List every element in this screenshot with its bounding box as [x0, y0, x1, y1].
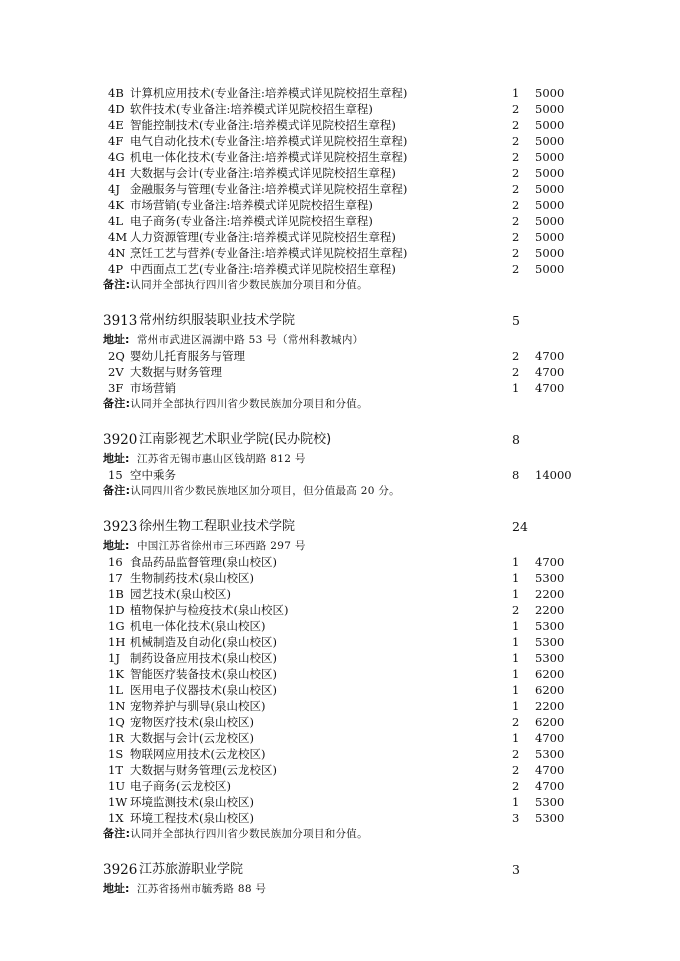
- program-count: 1: [512, 699, 520, 713]
- program-name: 婴幼儿托育服务与管理: [130, 349, 245, 363]
- program-code: 3F: [108, 381, 124, 395]
- program-count: 1: [512, 651, 520, 665]
- program-fee: 5300: [535, 571, 565, 585]
- program-fee: 2200: [535, 699, 565, 713]
- program-code: 15: [108, 468, 123, 482]
- program-name: 大数据与会计(专业备注:培养模式详见院校招生章程): [130, 166, 396, 180]
- program-code: 1G: [108, 619, 125, 633]
- program-row: [0, 165, 680, 181]
- program-row: [0, 634, 680, 650]
- program-count: 3: [512, 811, 520, 825]
- program-name: 生物制药技术(泉山校区): [130, 571, 254, 585]
- address-text: 江苏省无锡市惠山区钱胡路 812 号: [137, 453, 306, 465]
- program-fee: 2200: [535, 587, 565, 601]
- program-fee: 6200: [535, 667, 565, 681]
- program-name: 电子商务(云龙校区): [130, 779, 231, 793]
- program-count: 2: [512, 150, 520, 164]
- program-count: 1: [512, 555, 520, 569]
- program-row: [0, 570, 680, 586]
- note-text: 认同四川省少数民族地区加分项目，但分值最高 20 分。: [130, 485, 400, 497]
- program-code: 4B: [108, 86, 124, 100]
- program-code: 4F: [108, 134, 124, 148]
- program-row: [0, 714, 680, 730]
- address-text: 江苏省扬州市毓秀路 88 号: [137, 883, 267, 895]
- program-count: 2: [512, 102, 520, 116]
- program-count: 2: [512, 166, 520, 180]
- program-row: [0, 650, 680, 666]
- program-fee: 4700: [535, 731, 565, 745]
- program-row: [0, 666, 680, 682]
- address-text: 常州市武进区滆湖中路 53 号（常州科教城内）: [137, 334, 364, 346]
- program-row: [0, 762, 680, 778]
- program-row: [0, 245, 680, 261]
- program-count: 2: [512, 118, 520, 132]
- program-count: 1: [512, 571, 520, 585]
- program-row: [0, 213, 680, 229]
- continued-program-list: [0, 85, 680, 293]
- note-text: 认同并全部执行四川省少数民族加分项目和分值。: [130, 398, 368, 410]
- program-row: [0, 618, 680, 634]
- program-count: 2: [512, 198, 520, 212]
- school-total: 8: [512, 432, 520, 447]
- program-name: 大数据与财务管理: [130, 365, 222, 379]
- program-row: [0, 261, 680, 277]
- program-fee: 5000: [535, 230, 565, 244]
- program-row: [0, 229, 680, 245]
- program-count: 2: [512, 763, 520, 777]
- program-count: 2: [512, 230, 520, 244]
- program-row: [0, 364, 680, 380]
- program-fee: 4700: [535, 381, 565, 395]
- program-count: 2: [512, 365, 520, 379]
- admission-listing: [0, 85, 680, 897]
- address-row: [0, 451, 680, 467]
- program-code: 1S: [108, 747, 124, 761]
- program-name: 制药设备应用技术(泉山校区): [130, 651, 277, 665]
- program-code: 1R: [108, 731, 124, 745]
- program-code: 4G: [108, 150, 125, 164]
- program-code: 2Q: [108, 349, 125, 363]
- note-row: [0, 826, 680, 842]
- program-fee: 5000: [535, 118, 565, 132]
- program-fee: 5300: [535, 619, 565, 633]
- program-fee: 5000: [535, 246, 565, 260]
- program-fee: 5300: [535, 651, 565, 665]
- program-row: [0, 730, 680, 746]
- program-name: 物联网应用技术(云龙校区): [130, 747, 266, 761]
- program-name: 宠物医疗技术(泉山校区): [130, 715, 254, 729]
- address-label: 地址:: [103, 882, 130, 895]
- program-count: 1: [512, 86, 520, 100]
- program-count: 2: [512, 246, 520, 260]
- program-row: [0, 181, 680, 197]
- program-code: 1U: [108, 779, 126, 793]
- program-row: [0, 794, 680, 810]
- program-name: 机电一体化技术(泉山校区): [130, 619, 266, 633]
- program-fee: 5000: [535, 102, 565, 116]
- program-fee: 5000: [535, 150, 565, 164]
- program-name: 金融服务与管理(专业备注:培养模式详见院校招生章程): [130, 182, 408, 196]
- program-code: 1K: [108, 667, 124, 681]
- program-code: 1H: [108, 635, 126, 649]
- program-code: 4L: [108, 214, 123, 228]
- program-code: 17: [108, 571, 123, 585]
- program-name: 烹饪工艺与营养(专业备注:培养模式详见院校招生章程): [130, 246, 408, 260]
- program-fee: 4700: [535, 779, 565, 793]
- program-name: 宠物养护与驯导(泉山校区): [130, 699, 266, 713]
- note-label: 备注:: [103, 397, 131, 410]
- program-count: 1: [512, 587, 520, 601]
- program-name: 食品药品监督管理(泉山校区): [130, 555, 277, 569]
- program-code: 1D: [108, 603, 125, 617]
- program-name: 植物保护与检疫技术(泉山校区): [130, 603, 289, 617]
- program-count: 1: [512, 619, 520, 633]
- program-count: 1: [512, 795, 520, 809]
- program-code: 4D: [108, 102, 125, 116]
- program-name: 空中乘务: [130, 468, 176, 482]
- school-name: 常州纺织服装职业技术学院: [139, 313, 296, 328]
- program-code: 1B: [108, 587, 124, 601]
- program-code: 1Q: [108, 715, 125, 729]
- school-name: 徐州生物工程职业技术学院: [139, 519, 296, 534]
- note-text: 认同并全部执行四川省少数民族加分项目和分值。: [130, 828, 368, 840]
- program-name: 软件技术(专业备注:培养模式详见院校招生章程): [130, 102, 373, 116]
- address-label: 地址:: [103, 452, 130, 465]
- program-row: [0, 698, 680, 714]
- program-fee: 4700: [535, 349, 565, 363]
- program-row: [0, 101, 680, 117]
- program-count: 2: [512, 262, 520, 276]
- address-row: [0, 332, 680, 348]
- program-fee: 4700: [535, 763, 565, 777]
- program-name: 计算机应用技术(专业备注:培养模式详见院校招生章程): [130, 86, 408, 100]
- program-name: 中西面点工艺(专业备注:培养模式详见院校招生章程): [130, 262, 396, 276]
- school-block: [0, 429, 680, 499]
- address-label: 地址:: [103, 539, 130, 552]
- program-name: 大数据与会计(云龙校区): [130, 731, 254, 745]
- program-name: 机电一体化技术(专业备注:培养模式详见院校招生章程): [130, 150, 408, 164]
- program-count: 1: [512, 683, 520, 697]
- program-count: 1: [512, 635, 520, 649]
- school-total: 3: [512, 862, 520, 877]
- program-code: 1W: [108, 795, 128, 809]
- program-fee: 5300: [535, 795, 565, 809]
- program-name: 环境工程技术(泉山校区): [130, 811, 254, 825]
- program-code: 4E: [108, 118, 124, 132]
- program-row: [0, 197, 680, 213]
- program-fee: 4700: [535, 555, 565, 569]
- program-name: 机械制造及自动化(泉山校区): [130, 635, 277, 649]
- program-count: 2: [512, 747, 520, 761]
- address-row: [0, 881, 680, 897]
- program-row: [0, 586, 680, 602]
- note-row: [0, 396, 680, 412]
- program-code: 4P: [108, 262, 124, 276]
- note-row: [0, 277, 680, 293]
- program-count: 2: [512, 779, 520, 793]
- program-name: 人力资源管理(专业备注:培养模式详见院校招生章程): [130, 230, 396, 244]
- program-fee: 14000: [535, 468, 572, 482]
- program-row: [0, 778, 680, 794]
- address-label: 地址:: [103, 333, 130, 346]
- program-count: 2: [512, 182, 520, 196]
- program-fee: 5000: [535, 166, 565, 180]
- program-fee: 5300: [535, 811, 565, 825]
- program-fee: 6200: [535, 683, 565, 697]
- program-count: 8: [512, 468, 520, 482]
- program-code: 4J: [108, 182, 120, 196]
- school-code: 3923: [103, 519, 138, 535]
- school-code: 3926: [103, 862, 138, 878]
- program-count: 1: [512, 731, 520, 745]
- program-name: 市场营销: [130, 381, 176, 395]
- school-code: 3913: [103, 313, 138, 329]
- program-row: [0, 746, 680, 762]
- program-fee: 5300: [535, 635, 565, 649]
- school-header: [0, 859, 680, 881]
- program-fee: 6200: [535, 715, 565, 729]
- program-row: [0, 348, 680, 364]
- school-name: 江南影视艺术职业学院(民办院校): [139, 432, 332, 447]
- program-code: 1L: [108, 683, 123, 697]
- address-row: [0, 538, 680, 554]
- program-fee: 5300: [535, 747, 565, 761]
- school-code: 3920: [103, 432, 138, 448]
- program-name: 电子商务(专业备注:培养模式详见院校招生章程): [130, 214, 373, 228]
- program-fee: 4700: [535, 365, 565, 379]
- program-name: 环境监测技术(泉山校区): [130, 795, 254, 809]
- school-total: 24: [512, 519, 528, 534]
- program-code: 2V: [108, 365, 124, 379]
- program-code: 1N: [108, 699, 126, 713]
- school-block: [0, 516, 680, 842]
- program-fee: 5000: [535, 262, 565, 276]
- program-code: 1J: [108, 651, 120, 665]
- program-code: 4H: [108, 166, 126, 180]
- address-text: 中国江苏省徐州市三环西路 297 号: [137, 540, 306, 552]
- program-row: [0, 133, 680, 149]
- program-count: 1: [512, 381, 520, 395]
- program-count: 1: [512, 667, 520, 681]
- note-label: 备注:: [103, 484, 131, 497]
- program-count: 2: [512, 715, 520, 729]
- program-name: 市场营销(专业备注:培养模式详见院校招生章程): [130, 198, 373, 212]
- program-code: 4K: [108, 198, 124, 212]
- program-row: [0, 85, 680, 101]
- school-block: [0, 310, 680, 412]
- program-name: 智能医疗装备技术(泉山校区): [130, 667, 277, 681]
- program-code: 1X: [108, 811, 124, 825]
- program-fee: 5000: [535, 214, 565, 228]
- school-block: [0, 859, 680, 897]
- note-text: 认同并全部执行四川省少数民族加分项目和分值。: [130, 279, 368, 291]
- program-count: 2: [512, 214, 520, 228]
- program-row: [0, 810, 680, 826]
- program-row: [0, 602, 680, 618]
- program-fee: 2200: [535, 603, 565, 617]
- school-name: 江苏旅游职业学院: [139, 862, 244, 877]
- program-count: 2: [512, 603, 520, 617]
- program-fee: 5000: [535, 134, 565, 148]
- program-fee: 5000: [535, 86, 565, 100]
- program-code: 1T: [108, 763, 123, 777]
- program-fee: 5000: [535, 182, 565, 196]
- program-name: 智能控制技术(专业备注:培养模式详见院校招生章程): [130, 118, 396, 132]
- school-header: [0, 429, 680, 451]
- program-count: 2: [512, 349, 520, 363]
- school-header: [0, 516, 680, 538]
- note-label: 备注:: [103, 827, 131, 840]
- note-label: 备注:: [103, 278, 131, 291]
- program-name: 医用电子仪器技术(泉山校区): [130, 683, 277, 697]
- program-row: [0, 380, 680, 396]
- note-row: [0, 483, 680, 499]
- program-code: 16: [108, 555, 123, 569]
- program-row: [0, 682, 680, 698]
- program-count: 2: [512, 134, 520, 148]
- program-row: [0, 467, 680, 483]
- program-fee: 5000: [535, 198, 565, 212]
- program-code: 4N: [108, 246, 126, 260]
- program-name: 大数据与财务管理(云龙校区): [130, 763, 277, 777]
- program-name: 园艺技术(泉山校区): [130, 587, 231, 601]
- school-header: [0, 310, 680, 332]
- program-row: [0, 117, 680, 133]
- school-total: 5: [512, 313, 520, 328]
- program-name: 电气自动化技术(专业备注:培养模式详见院校招生章程): [130, 134, 408, 148]
- program-row: [0, 149, 680, 165]
- program-code: 4M: [108, 230, 128, 244]
- program-row: [0, 554, 680, 570]
